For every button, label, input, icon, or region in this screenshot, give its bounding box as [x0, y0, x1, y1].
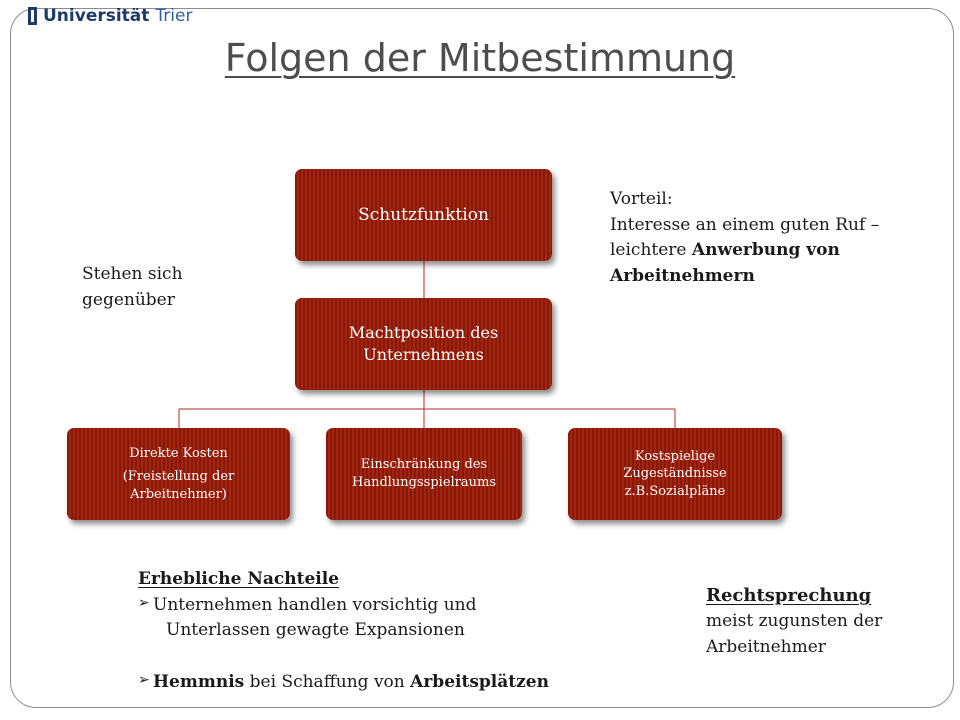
node-direkte-kosten — [67, 428, 290, 520]
bullet-continuation: Unterlassen gewagte Expansionen — [166, 620, 465, 640]
node-label: Handlungsspielraums — [351, 475, 496, 490]
node-label: Schutzfunktion — [358, 204, 489, 225]
vorteil-line: Interesse an einem guten Ruf – — [610, 214, 880, 235]
nachteile-section — [138, 567, 608, 695]
node-label: Einschränkung des — [360, 457, 488, 473]
rechtsprechung-section — [706, 582, 926, 660]
arrow-bullet-icon: ➢ — [138, 671, 150, 688]
bullet-text: Unternehmen handlen vorsichtig und — [153, 594, 477, 615]
slide-title: Folgen der Mitbestimmung — [224, 36, 736, 80]
bullet-bold: Hemmnis — [153, 671, 245, 692]
vorteil-line — [610, 238, 900, 264]
vorteil-heading: Vorteil: — [610, 189, 673, 209]
side-note — [82, 262, 242, 313]
logo-text: Universität — [43, 6, 150, 26]
node-label: Arbeitnehmer) — [130, 486, 227, 502]
node-machtposition — [295, 298, 552, 390]
node-label: Unternehmens — [363, 345, 484, 364]
node-kostspielige-zugestaendnisse — [568, 428, 782, 520]
bullet-text — [153, 670, 549, 696]
node-label: Zugeständnisse — [623, 466, 727, 482]
side-note-line: gegenüber — [82, 289, 175, 310]
bullet-item — [138, 593, 608, 619]
rechtsprechung-heading: Rechtsprechung — [706, 585, 872, 606]
node-schutzfunktion — [295, 169, 552, 261]
bullet-item — [138, 670, 608, 696]
vorteil-plain: leichtere — [610, 240, 692, 260]
logo-text-trier: Trier — [155, 6, 193, 26]
node-label: (Freistellung der — [122, 469, 235, 485]
vorteil-bold: Arbeitnehmern — [610, 265, 755, 286]
nachteile-heading: Erhebliche Nachteile — [138, 569, 340, 589]
node-label: Kostspielige — [634, 448, 716, 464]
bullet-bold: Arbeitsplätzen — [410, 671, 549, 692]
vorteil-text — [610, 187, 900, 289]
node-label: Direkte Kosten — [129, 445, 228, 461]
bullet-plain: bei Schaffung von — [244, 671, 411, 692]
vorteil-line — [610, 264, 900, 290]
node-label: z.B.Sozialpläne — [624, 483, 726, 499]
node-label: Machtposition des — [348, 323, 499, 343]
rechtsprechung-line: Arbeitnehmer — [706, 636, 826, 657]
vorteil-bold: Anwerbung von — [691, 240, 840, 260]
arrow-bullet-icon: ➢ — [138, 594, 150, 611]
node-einschraenkung — [326, 428, 522, 520]
side-note-line: Stehen sich — [82, 264, 183, 284]
rechtsprechung-line: meist zugunsten der — [706, 611, 883, 631]
